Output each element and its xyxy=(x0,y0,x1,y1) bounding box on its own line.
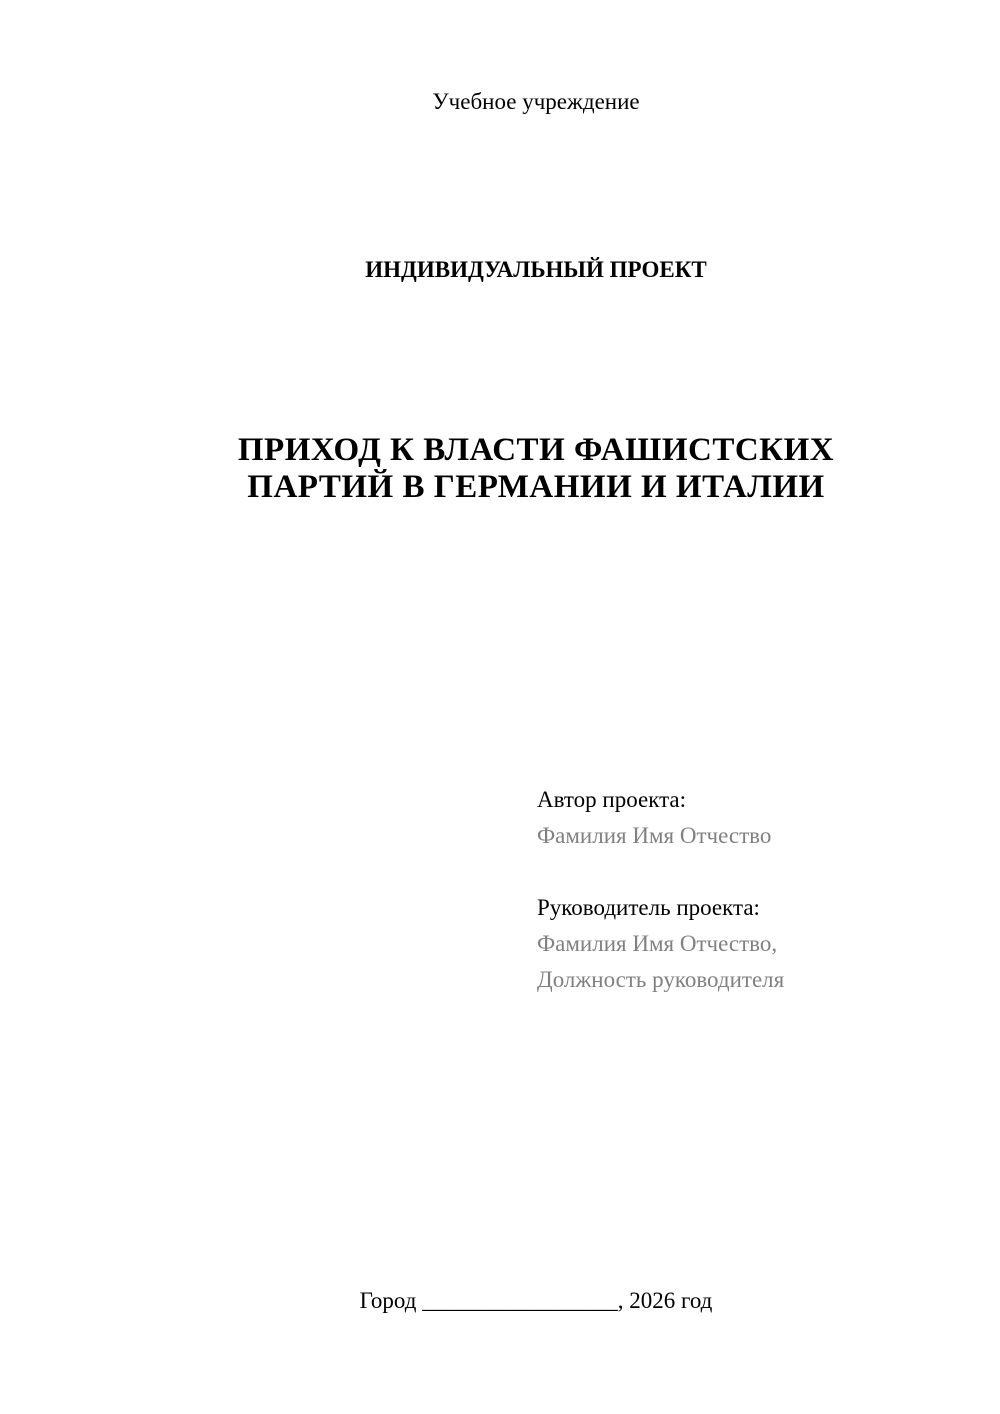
footer-city-year: Город _________________, 2026 год xyxy=(359,1288,713,1313)
document-title-line-2: ПАРТИЙ В ГЕРМАНИИ И ИТАЛИИ xyxy=(247,469,825,505)
document-title xyxy=(143,432,929,506)
credits-block xyxy=(537,782,784,998)
institution-name: Учебное учреждение xyxy=(432,89,640,114)
author-name-placeholder: Фамилия Имя Отчество xyxy=(537,823,772,848)
supervisor-position-placeholder: Должность руководителя xyxy=(537,967,785,992)
project-type-label: ИНДИВИДУАЛЬНЫЙ ПРОЕКТ xyxy=(365,257,707,282)
document-title-line-1: ПРИХОД К ВЛАСТИ ФАШИСТСКИХ xyxy=(237,432,835,468)
supervisor-name-placeholder: Фамилия Имя Отчество, xyxy=(537,931,778,956)
author-label: Автор проекта: xyxy=(537,787,686,812)
supervisor-label: Руководитель проекта: xyxy=(537,895,760,920)
